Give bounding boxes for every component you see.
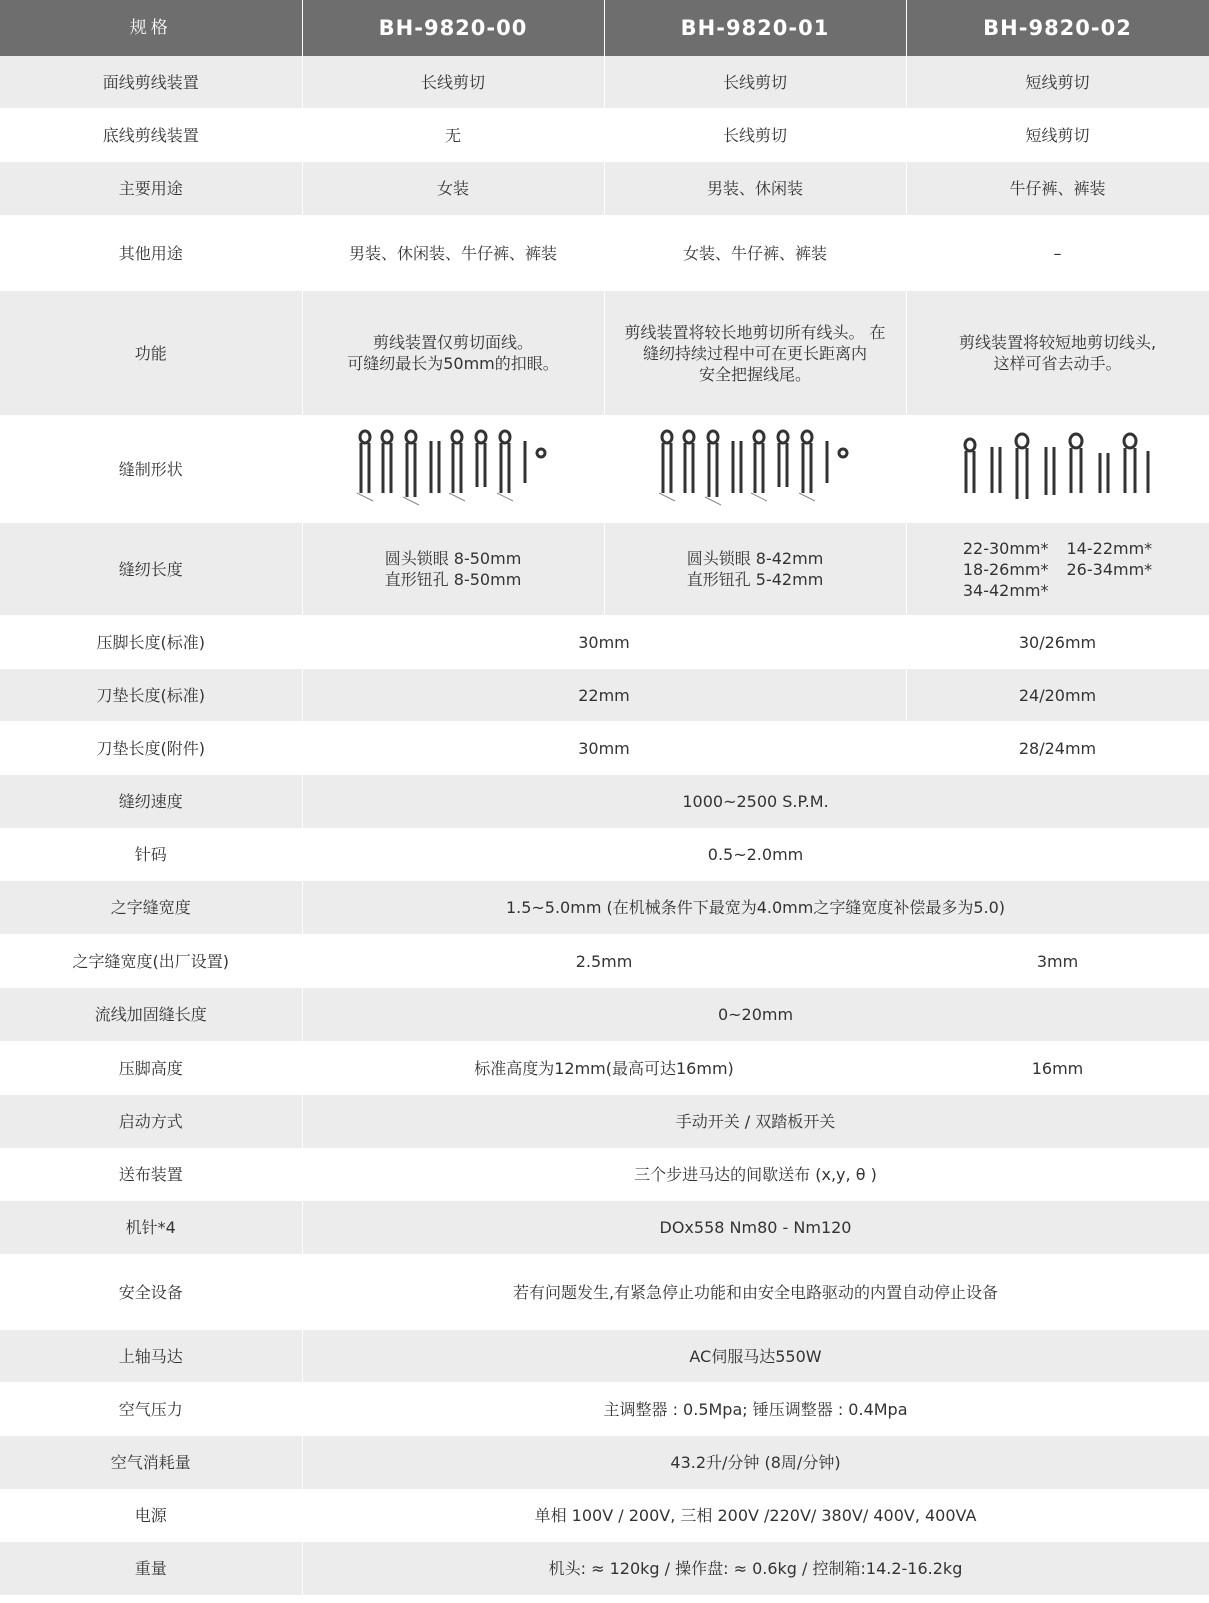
row-label: 其他用途 — [0, 215, 302, 291]
text-line: 圆头锁眼 8-50mm — [384, 549, 522, 568]
cell-00 — [302, 415, 604, 523]
cell-all: 单相 100V / 200V, 三相 200V /220V/ 380V/ 400V, 400VA — [302, 1489, 1209, 1542]
cell-02: 短线剪切 — [906, 56, 1209, 108]
row-air-consumption — [0, 1436, 1209, 1489]
row-label: 空气消耗量 — [0, 1436, 302, 1489]
cell-00: 无 — [302, 108, 604, 162]
cell-01 — [604, 523, 906, 615]
row-label: 针码 — [0, 828, 302, 881]
row-start — [0, 1095, 1209, 1148]
cell-00-01: 标准高度为12mm(最高可达16mm) — [302, 1041, 906, 1095]
buttonhole-shapes-icon — [353, 423, 553, 511]
cell-02: 30/26mm — [906, 615, 1209, 669]
cell-02 — [906, 415, 1209, 523]
row-foot-length — [0, 615, 1209, 669]
header-row — [0, 0, 1209, 56]
header-model-00: BH-9820-00 — [302, 0, 604, 56]
buttonhole-shapes-icon — [655, 423, 855, 511]
cell-00-01: 22mm — [302, 669, 906, 721]
cell-all: 主调整器 : 0.5Mpa; 锤压调整器 : 0.4Mpa — [302, 1382, 1209, 1436]
cell-00-01: 30mm — [302, 615, 906, 669]
cell-all: 手动开关 / 双踏板开关 — [302, 1095, 1209, 1148]
text-line: 安全把握线尾。 — [698, 364, 811, 384]
row-label: 重量 — [0, 1542, 302, 1595]
cell-00-01: 30mm — [302, 721, 906, 775]
header-model-01: BH-9820-01 — [604, 0, 906, 56]
cell-02: 24/20mm — [906, 669, 1209, 721]
cell-00: 长线剪切 — [302, 56, 604, 108]
row-function — [0, 291, 1209, 415]
row-label: 缝纫速度 — [0, 775, 302, 828]
row-label: 主要用途 — [0, 162, 302, 215]
text-line: 直形钮孔 8-50mm — [384, 570, 522, 589]
row-safety — [0, 1254, 1209, 1330]
row-zigzag — [0, 881, 1209, 934]
row-label: 底线剪线装置 — [0, 108, 302, 162]
length-grid — [963, 538, 1152, 601]
text-line: 这样可省去动手。 — [993, 354, 1122, 373]
header-spec: 规格 — [0, 0, 302, 56]
cell-02: 牛仔裤、裤装 — [906, 162, 1209, 215]
row-feed — [0, 1148, 1209, 1201]
row-label: 电源 — [0, 1489, 302, 1542]
row-label: 缝纫长度 — [0, 523, 302, 615]
row-label: 之字缝宽度 — [0, 881, 302, 934]
row-label: 缝制形状 — [0, 415, 302, 523]
cell-02: – — [906, 215, 1209, 291]
row-label: 上轴马达 — [0, 1330, 302, 1382]
row-label: 安全设备 — [0, 1254, 302, 1330]
row-label: 压脚高度 — [0, 1041, 302, 1095]
row-other-use — [0, 215, 1209, 291]
row-foot-height — [0, 1041, 1209, 1095]
header-model-02: BH-9820-02 — [906, 0, 1209, 56]
cell-all: 0~20mm — [302, 988, 1209, 1041]
cell-01: 女装、牛仔裤、裤装 — [604, 215, 906, 291]
cell-00 — [302, 291, 604, 415]
length-item: 22-30mm* — [962, 538, 1049, 558]
cell-01: 男装、休闲装 — [604, 162, 906, 215]
row-speed — [0, 775, 1209, 828]
text-line: 缝纫持续过程中可在更长距离内 — [642, 343, 867, 363]
row-power — [0, 1489, 1209, 1542]
cell-00: 女装 — [302, 162, 604, 215]
row-stitch — [0, 828, 1209, 881]
cell-00 — [302, 523, 604, 615]
cell-00: 男装、休闲装、牛仔裤、裤装 — [302, 215, 604, 291]
row-label: 启动方式 — [0, 1095, 302, 1148]
cell-all: 机头: ≈ 120kg / 操作盘: ≈ 0.6kg / 控制箱:14.2-16.2kg — [302, 1542, 1209, 1595]
row-motor — [0, 1330, 1209, 1382]
cell-all: 0.5~2.0mm — [302, 828, 1209, 881]
row-bottom-trim — [0, 108, 1209, 162]
text-line: 剪线装置仅剪切面线。 — [372, 333, 533, 352]
row-pad-length-acc — [0, 721, 1209, 775]
cell-all: 1.5~5.0mm (在机械条件下最宽为4.0mm之字缝宽度补偿最多为5.0) — [302, 881, 1209, 934]
row-pad-length-std — [0, 669, 1209, 721]
row-bartack — [0, 988, 1209, 1041]
row-label: 机针*4 — [0, 1201, 302, 1254]
length-item: 18-26mm* — [962, 559, 1049, 579]
row-main-use — [0, 162, 1209, 215]
cell-02 — [906, 523, 1209, 615]
row-sewing-length — [0, 523, 1209, 615]
cell-00-01: 2.5mm — [302, 934, 906, 988]
row-needle — [0, 1201, 1209, 1254]
cell-all: 三个步进马达的间歇送布 (x,y, θ ) — [302, 1148, 1209, 1201]
cell-02: 28/24mm — [906, 721, 1209, 775]
cell-02 — [906, 291, 1209, 415]
length-item: 26-34mm* — [1066, 559, 1153, 579]
cell-01: 长线剪切 — [604, 108, 906, 162]
length-item: 14-22mm* — [1066, 538, 1153, 558]
row-label: 空气压力 — [0, 1382, 302, 1436]
cell-01 — [604, 415, 906, 523]
row-label: 压脚长度(标准) — [0, 615, 302, 669]
row-label: 刀垫长度(附件) — [0, 721, 302, 775]
cell-01 — [604, 291, 906, 415]
row-sewing-shape — [0, 415, 1209, 523]
cell-all: 1000~2500 S.P.M. — [302, 775, 1209, 828]
cell-01: 长线剪切 — [604, 56, 906, 108]
row-label: 之字缝宽度(出厂设置) — [0, 934, 302, 988]
cell-02: 16mm — [906, 1041, 1209, 1095]
row-label: 流线加固缝长度 — [0, 988, 302, 1041]
row-zigzag-factory — [0, 934, 1209, 988]
cell-all: DOx558 Nm80 - Nm120 — [302, 1201, 1209, 1254]
text-line: 剪线装置将较短地剪切线头, — [958, 333, 1157, 352]
cell-all: 43.2升/分钟 (8周/分钟) — [302, 1436, 1209, 1489]
row-label: 功能 — [0, 291, 302, 415]
cell-all: 若有问题发生,有紧急停止功能和由安全电路驱动的内置自动停止设备 — [302, 1254, 1209, 1330]
cell-02: 短线剪切 — [906, 108, 1209, 162]
cell-02: 3mm — [906, 934, 1209, 988]
text-line: 直形钮孔 5-42mm — [686, 570, 824, 589]
length-item: 34-42mm* — [962, 580, 1049, 600]
row-top-trim — [0, 56, 1209, 108]
row-label: 刀垫长度(标准) — [0, 669, 302, 721]
cell-all: AC伺服马达550W — [302, 1330, 1209, 1382]
row-weight — [0, 1542, 1209, 1595]
text-line: 剪线装置将较长地剪切所有线头。 在 — [624, 322, 886, 342]
row-air-pressure — [0, 1382, 1209, 1436]
row-label: 送布装置 — [0, 1148, 302, 1201]
text-line: 可缝纫最长为50mm的扣眼。 — [347, 354, 559, 373]
row-label: 面线剪线装置 — [0, 56, 302, 108]
text-line: 圆头锁眼 8-42mm — [686, 549, 824, 568]
buttonhole-shapes-short-icon — [958, 423, 1158, 511]
